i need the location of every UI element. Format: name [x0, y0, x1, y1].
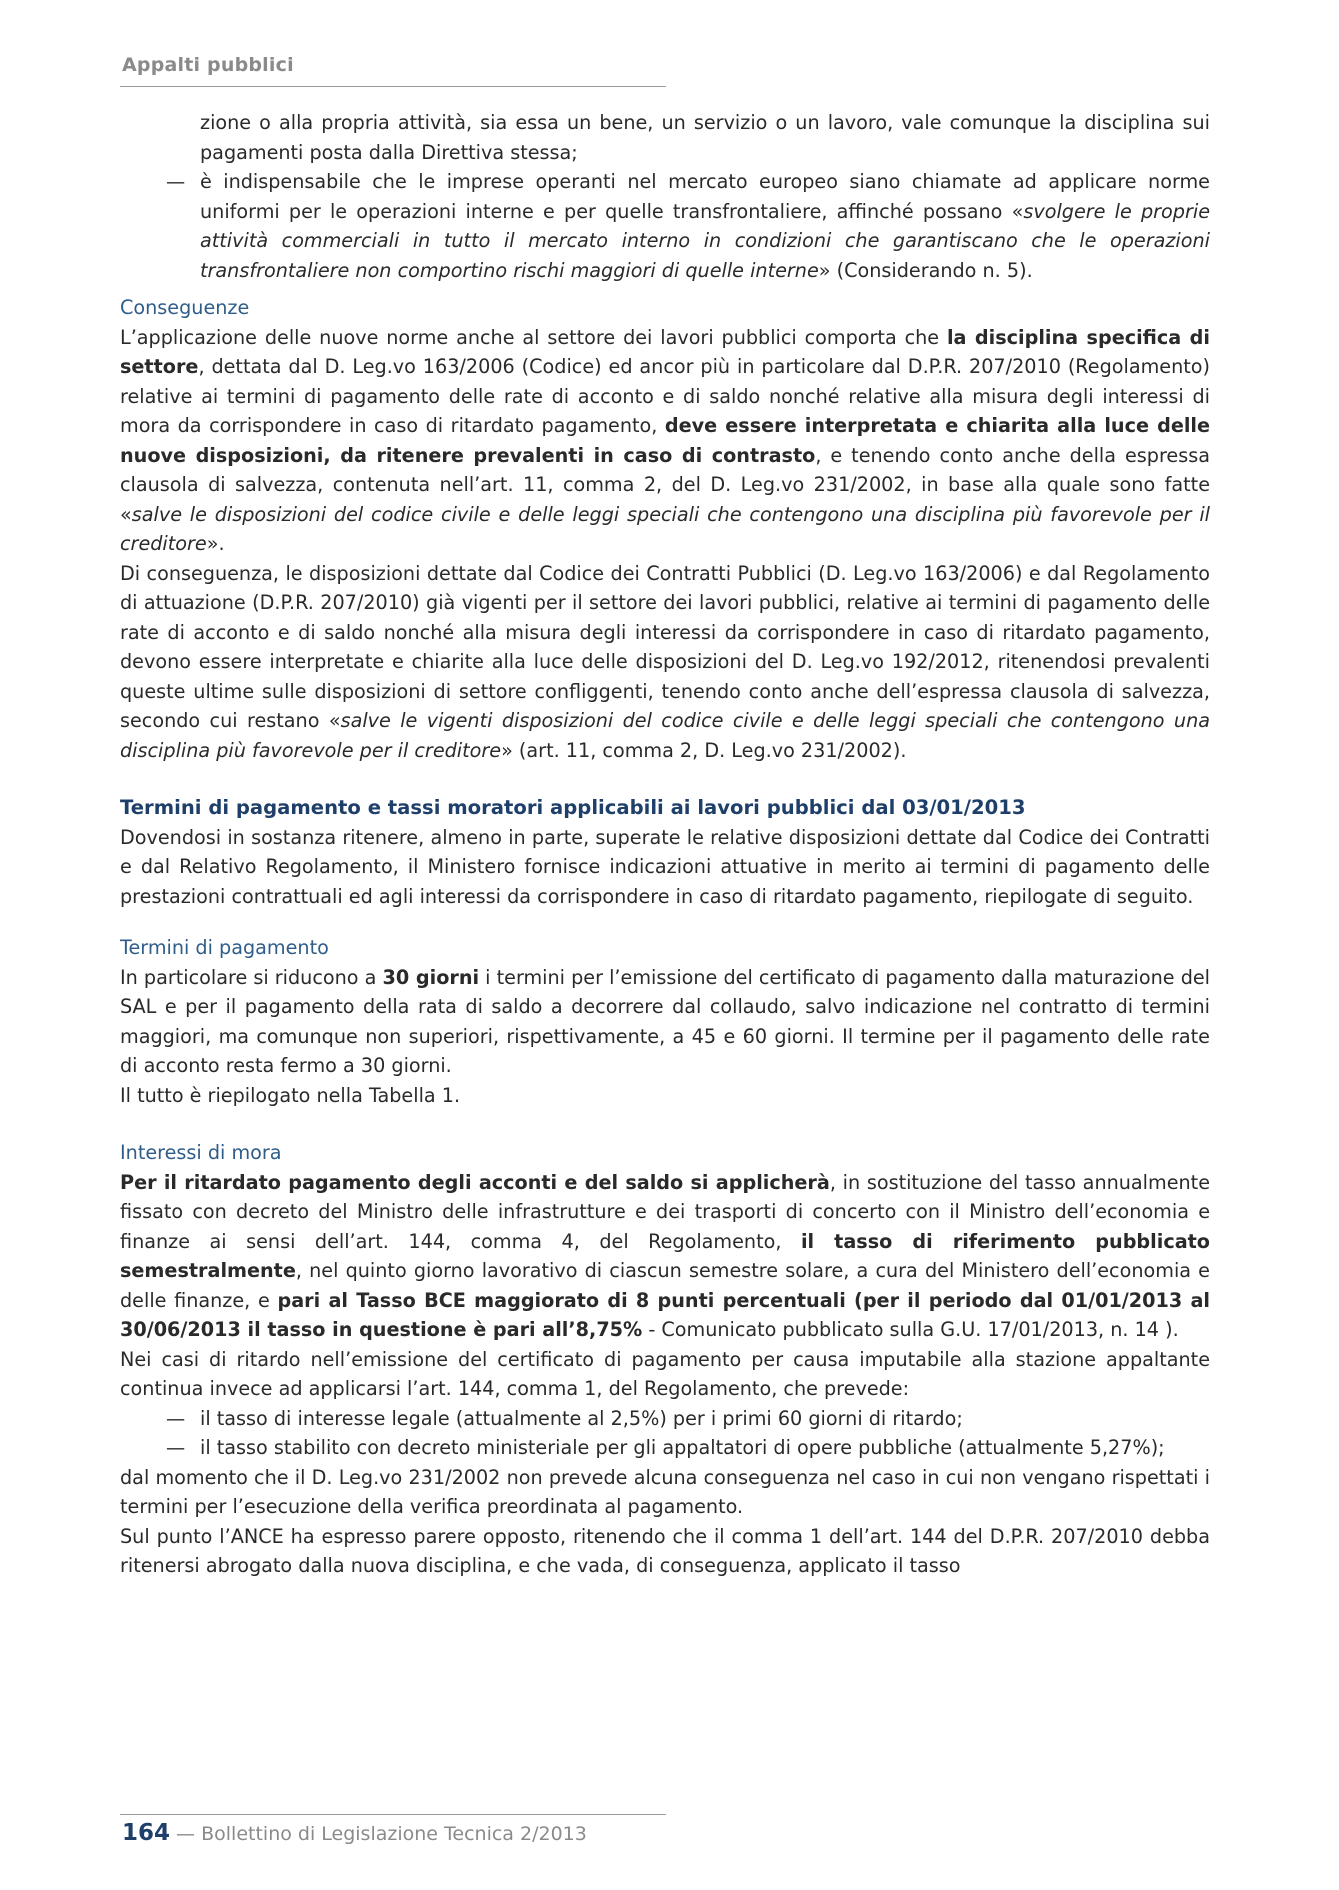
header-divider: [120, 86, 666, 87]
list-item: — il tasso di interesse legale (attualmente al 2,5%) per i primi 60 giorni di ritardo;: [120, 1404, 1210, 1434]
conseguenze-paragraph-2: Di conseguenza, le disposizioni dettate dal Codice dei Contratti Pubblici (D. Leg.vo 163/2006) e dal Regolamento di attuazione (D.P.R. 207/2010) già vigenti per il settore dei lavori pubblici, relative ai termini di pagamento delle rate di acconto e di saldo nonché alla misura degli interessi da corrispondere in caso di ritardato pagamento, devono essere interpretate e chiarite alla luce delle disposizioni del D. Leg.vo 192/2012, ritenendosi prevalenti queste ultime sulle disposizioni di settore confliggenti, tenendo conto anche dell’espressa clausola di salvezza, secondo cui restano «salve le vigenti disposizioni del codice civile e delle leggi speciali che contengono una disciplina più favorevole per il creditore» (art. 11, comma 2, D. Leg.vo 231/2002).: [120, 561, 1210, 762]
termini-paragraph-1: In particolare si riducono a 30 giorni i termini per l’emissione del certificato di pagamento dalla maturazione del SAL e per il pagamento della rata di saldo a decorrere dal collaudo, salvo indicazione nel contratto di termini maggiori, ma comunque non superiori, rispettivamente, a 45 e 60 giorni. Il termine per il pagamento delle rate di acconto resta fermo a 30 giorni.: [120, 965, 1211, 1077]
interessi-list: [120, 1404, 1210, 1463]
section-heading: Termini di pagamento e tassi moratori applicabili ai lavori pubblici dal 03/01/2013: [120, 796, 1026, 819]
dash-marker: —: [166, 1436, 186, 1459]
interessi-paragraph-2: Nei casi di ritardo nell’emissione del certificato di pagamento per causa imputabile alla stazione appaltante continua invece ad applicarsi l’art. 144, comma 1, del Regolamento, che prevede:: [120, 1347, 1210, 1400]
page-body: [120, 108, 1210, 1581]
interessi-paragraph-1: Per il ritardato pagamento degli acconti e del saldo si applicherà, in sostituzione del tasso annualmente fissato con decreto del Ministro delle infrastrutture e dei trasporti di concerto con il Ministro dell’economia e finanze ai sensi dell’art. 144, comma 4, del Regolamento, il tasso di riferimento pubblicato semestralmente, nel quinto giorno lavorativo di ciascun semestre solare, a cura del Ministero dell’economia e delle finanze, e pari al Tasso BCE maggiorato di 8 punti percentuali (per il periodo dal 01/01/2013 al 30/06/2013 il tasso in questione è pari all’8,75% - Comunicato pubblicato sulla G.U. 17/01/2013, n. 14 ).: [120, 1170, 1210, 1341]
footer-separator: —: [170, 1823, 202, 1845]
intro-continuation: zione o alla propria attività, sia essa un bene, un servizio o un lavoro, vale comunque la disciplina sui pagamenti posta dalla Direttiva stessa;: [200, 111, 1210, 164]
conseguenze-heading: Conseguenze: [120, 296, 250, 319]
termini-paragraph-2: Il tutto è riepilogato nella Tabella 1.: [120, 1083, 461, 1107]
interessi-paragraph-4: Sul punto l’ANCE ha espresso parere opposto, ritenendo che il comma 1 dell’art. 144 del D.P.R. 207/2010 debba ritenersi abrogato dalla nuova disciplina, e che vada, di conseguenza, applicato il tasso: [120, 1524, 1210, 1577]
footer-divider: [120, 1814, 666, 1815]
list-item: — il tasso stabilito con decreto ministeriale per gli appaltatori di opere pubbliche (attualmente 5,27%);: [120, 1433, 1210, 1463]
intro-list: [120, 167, 1210, 285]
publication-title: Bollettino di Legislazione Tecnica 2/2013: [201, 1823, 587, 1845]
interessi-heading: Interessi di mora: [120, 1141, 282, 1164]
dash-marker: —: [166, 1406, 186, 1430]
conseguenze-paragraph-1: L’applicazione delle nuove norme anche al settore dei lavori pubblici comporta che la disciplina specifica di settore, dettata dal D. Leg.vo 163/2006 (Codice) ed ancor più in particolare dal D.P.R. 207/2010 (Regolamento) relative ai termini di pagamento delle rate di acconto e di saldo nonché relative alla misura degli interessi di mora da corrispondere in caso di ritardato pagamento, deve essere interpretata e chiarita alla luce delle nuove disposizioni, da ritenere prevalenti in caso di contrasto, e tenendo conto anche della espressa clausola di salvezza, contenuta nell’art. 11, comma 2, del D. Leg.vo 231/2002, in base alla quale sono fatte «salve le disposizioni del codice civile e delle leggi speciali che contengono una disciplina più favorevole per il creditore».: [120, 325, 1211, 555]
page-number: 164: [122, 1820, 171, 1846]
section-intro-paragraph: Dovendosi in sostanza ritenere, almeno in parte, superate le relative disposizioni dettate dal Codice dei Contratti e dal Relativo Regolamento, il Ministero fornisce indicazioni attuative in merito ai termini di pagamento delle prestazioni contrattuali ed agli interessi da corrispondere in caso di ritardato pagamento, riepilogate di seguito.: [120, 825, 1210, 908]
running-title: Appalti pubblici: [122, 54, 294, 76]
interessi-paragraph-3: dal momento che il D. Leg.vo 231/2002 non prevede alcuna conseguenza nel caso in cui non vengano rispettati i termini per l’esecuzione della verifica preordinata al pagamento.: [120, 1465, 1210, 1518]
dash-marker: —: [166, 170, 186, 193]
list-item: — è indispensabile che le imprese operanti nel mercato europeo siano chiamate ad applicare norme uniformi per le operazioni interne e per quelle transfrontaliere, affinché possano «svolgere le proprie attività commerciali in tutto il mercato interno in condizioni che garantiscano che le operazioni transfrontaliere non comportino rischi maggiori di quelle interne» (Considerando n. 5).: [120, 167, 1210, 285]
page-footer: [122, 1820, 587, 1846]
termini-heading: Termini di pagamento: [120, 936, 329, 959]
